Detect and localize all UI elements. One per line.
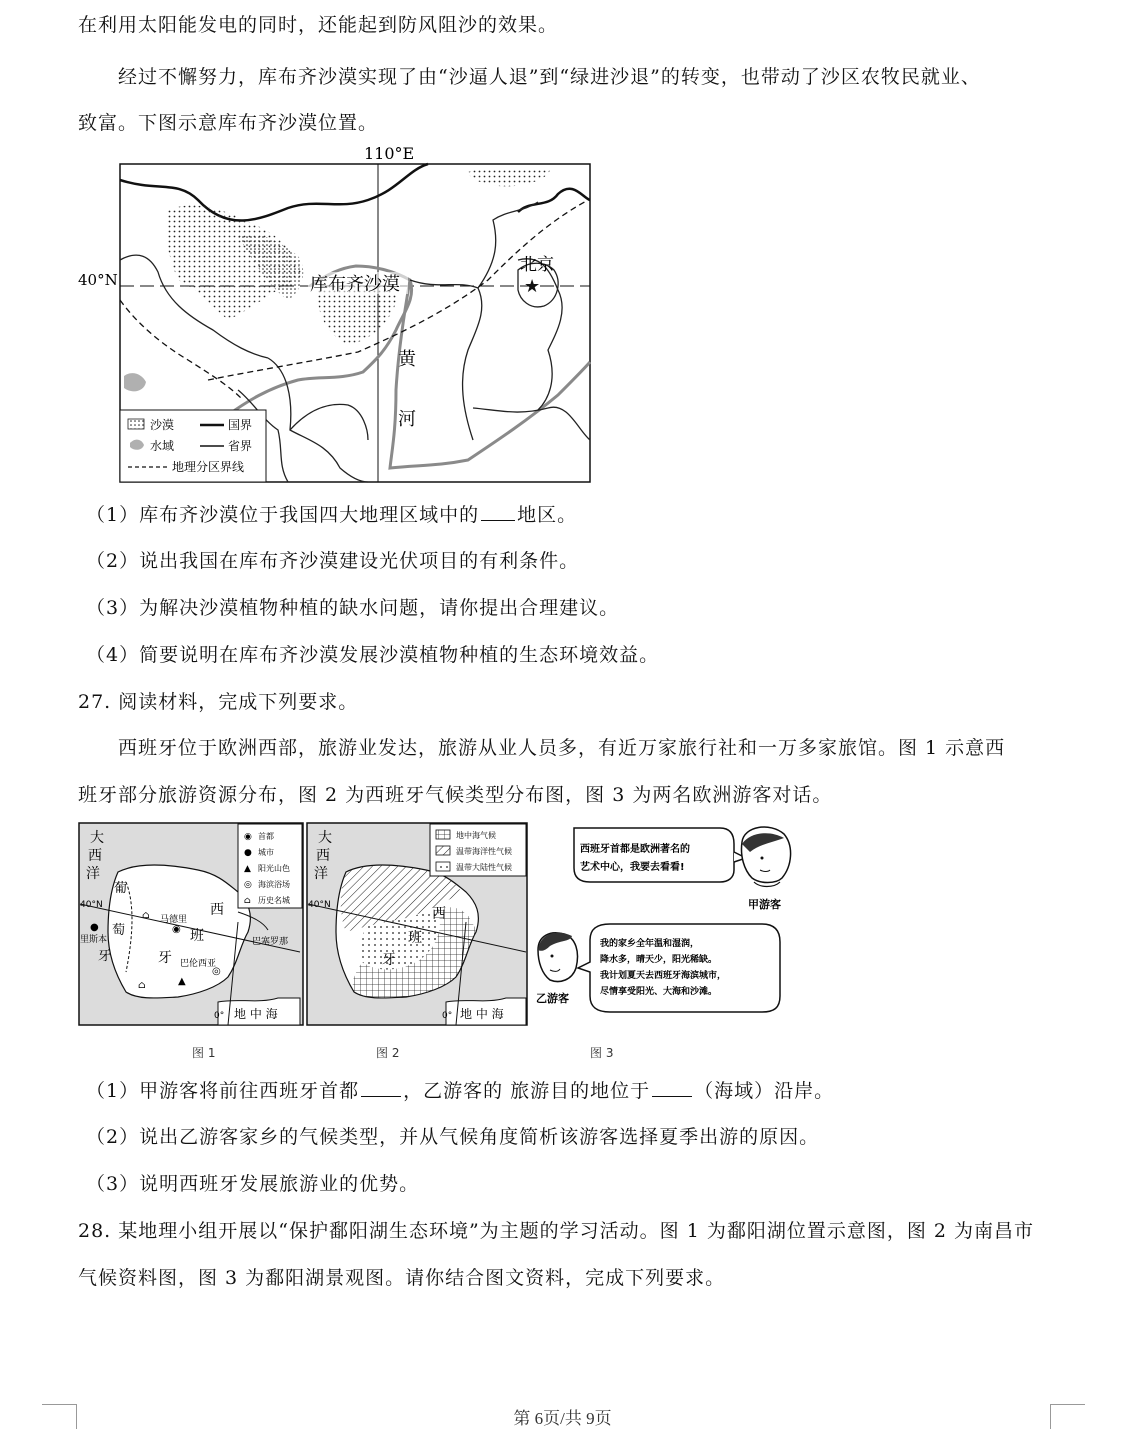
svg-text:巴塞罗那: 巴塞罗那: [252, 937, 289, 947]
spain-tourism-map: [78, 822, 304, 1026]
answer-blank-sea[interactable]: [652, 1080, 692, 1097]
legend-border: 国界: [228, 418, 253, 432]
svg-text:马德里: 马德里: [160, 915, 188, 925]
svg-text:地 中 海: 地 中 海: [460, 1007, 504, 1021]
latitude-label: 40°N: [78, 271, 118, 289]
spain-climate-map: [306, 822, 528, 1026]
svg-text:首都: 首都: [258, 832, 274, 841]
legend-water: 水域: [150, 439, 175, 453]
river-label-2: 河: [398, 409, 416, 430]
svg-text:⌂: ⌂: [244, 896, 251, 906]
svg-text:里斯本: 里斯本: [80, 935, 108, 945]
capital-icon: ◉: [172, 924, 181, 935]
svg-text:大: 大: [318, 830, 332, 846]
bubble-b: [578, 924, 780, 1012]
caption-fig2: 图 2: [376, 1046, 400, 1060]
svg-text:◎: ◎: [212, 966, 221, 977]
svg-text:0°: 0°: [214, 1011, 225, 1021]
svg-text:▲: ▲: [244, 864, 251, 874]
q27-para-1: 西班牙位于欧洲西部，旅游业发达，旅游从业人员多，有近万家旅行社和一万多家旅馆。图 1 示意西: [118, 737, 1006, 759]
svg-text:班: 班: [190, 928, 204, 944]
legend-region: 地理分区界线: [172, 460, 245, 474]
svg-text:●: ●: [244, 848, 252, 858]
svg-text:温带海洋性气候: 温带海洋性气候: [456, 847, 512, 856]
q27-sub2: （2）说出乙游客家乡的气候类型，并从气候角度简析该游客选择夏季出游的原因。: [86, 1126, 820, 1148]
q27-para-2: 班牙部分旅游资源分布，图 2 为西班牙气候类型分布图，图 3 为两名欧洲游客对话。: [78, 784, 833, 806]
river-label-1: 黄: [398, 349, 416, 370]
q26-sub2: （2）说出我国在库布齐沙漠建设光伏项目的有利条件。: [86, 550, 580, 572]
svg-text:◎: ◎: [244, 880, 252, 890]
tourist-b-icon: [538, 932, 578, 981]
svg-text:降水多，晴天少，阳光稀缺。: 降水多，晴天少，阳光稀缺。: [600, 955, 718, 965]
passage-line-1: 在利用太阳能发电的同时，还能起到防风阻沙的效果。: [78, 14, 559, 36]
kubuqi-desert-map: [78, 140, 598, 488]
q26-sub1: （1）库布齐沙漠位于我国四大地理区域中的 地区。: [86, 504, 578, 526]
svg-text:地 中 海: 地 中 海: [234, 1007, 278, 1021]
svg-text:西: 西: [432, 906, 446, 922]
svg-text:海滨浴场: 海滨浴场: [258, 880, 290, 889]
historic-icon: ⌂: [142, 910, 150, 921]
svg-text:艺术中心，我要去看看!: 艺术中心，我要去看看!: [580, 862, 685, 873]
caption-fig1: 图 1: [192, 1046, 216, 1060]
svg-text:萄: 萄: [112, 923, 126, 938]
beijing-label: 北京: [520, 255, 554, 275]
svg-text:牙: 牙: [98, 949, 112, 964]
svg-text:0°: 0°: [442, 1011, 453, 1021]
caption-fig3: 图 3: [590, 1046, 614, 1060]
svg-text:牙: 牙: [382, 952, 396, 968]
svg-text:历史名城: 历史名城: [258, 896, 290, 905]
answer-blank[interactable]: [481, 504, 515, 521]
svg-text:西: 西: [210, 902, 224, 918]
answer-blank-capital[interactable]: [361, 1080, 401, 1097]
q27-sub1: （1）甲游客将前往西班牙首都 ，乙游客的 旅游目的地位于 （海域）沿岸。: [86, 1080, 835, 1102]
svg-text:我计划夏天去西班牙海滨城市，: 我计划夏天去西班牙海滨城市，: [600, 971, 727, 981]
tourist-dialog: [530, 822, 800, 1026]
page-footer: 第 6页/共 9页: [513, 1409, 612, 1428]
svg-text:◉: ◉: [244, 832, 252, 842]
svg-text:甲游客: 甲游客: [748, 898, 781, 911]
svg-text:40°N: 40°N: [80, 900, 103, 910]
svg-text:洋: 洋: [86, 866, 100, 882]
svg-text:西: 西: [316, 848, 330, 864]
svg-text:西班牙首都是欧洲著名的: 西班牙首都是欧洲著名的: [580, 844, 690, 855]
svg-text:我的家乡全年温和湿润，: 我的家乡全年温和湿润，: [600, 939, 700, 949]
q27-title: 27. 阅读材料，完成下列要求。: [78, 691, 359, 713]
passage-line-3: 致富。下图示意库布齐沙漠位置。: [78, 112, 379, 134]
longitude-label: 110°E: [364, 144, 415, 163]
svg-text:西: 西: [88, 848, 102, 864]
svg-text:乙游客: 乙游客: [536, 992, 569, 1005]
svg-text:40°N: 40°N: [308, 900, 331, 910]
q26-sub4: （4）简要说明在库布齐沙漠发展沙漠植物种植的生态环境效益。: [86, 644, 660, 666]
svg-text:尽情享受阳光、大海和沙滩。: 尽情享受阳光、大海和沙滩。: [600, 987, 718, 997]
svg-text:大: 大: [90, 830, 104, 846]
svg-text:地中海气候: 地中海气候: [456, 831, 496, 840]
svg-text:葡: 葡: [114, 881, 128, 896]
legend-desert: 沙漠: [150, 418, 175, 432]
q26-sub3: （3）为解决沙漠植物种植的缺水问题，请你提出合理建议。: [86, 597, 620, 619]
svg-text:城市: 城市: [258, 848, 274, 857]
svg-text:▲: ▲: [178, 976, 186, 987]
passage-line-2: 经过不懈努力，库布齐沙漠实现了由“沙逼人退”到“绿进沙退”的转变，也带动了沙区农牧民就业、: [118, 66, 981, 88]
svg-text:阳光山色: 阳光山色: [258, 864, 290, 873]
tourist-a-icon: [741, 827, 790, 886]
bubble-a: [574, 828, 734, 882]
q28-line-1: 28. 某地理小组开展以“保护鄱阳湖生态环境”为主题的学习活动。图 1 为鄱阳湖位置示意图，图 2 为南昌市: [78, 1220, 1035, 1242]
legend-province: 省界: [228, 439, 253, 453]
svg-text:牙: 牙: [158, 950, 172, 966]
q28-line-2: 气候资料图，图 3 为鄱阳湖景观图。请你结合图文资料，完成下列要求。: [78, 1267, 726, 1289]
svg-text:班: 班: [408, 930, 422, 946]
kubuqi-desert-label: 库布齐沙漠: [310, 274, 400, 295]
svg-text:巴伦西亚: 巴伦西亚: [180, 959, 217, 969]
legend-desert-swatch: [128, 419, 144, 429]
star-icon: ★: [524, 276, 541, 297]
svg-text:洋: 洋: [314, 866, 328, 882]
svg-text:⌂: ⌂: [138, 980, 146, 991]
city-icon: ●: [90, 922, 99, 933]
svg-text:温带大陆性气候: 温带大陆性气候: [456, 863, 512, 872]
q27-sub3: （3）说明西班牙发展旅游业的优势。: [86, 1173, 420, 1195]
